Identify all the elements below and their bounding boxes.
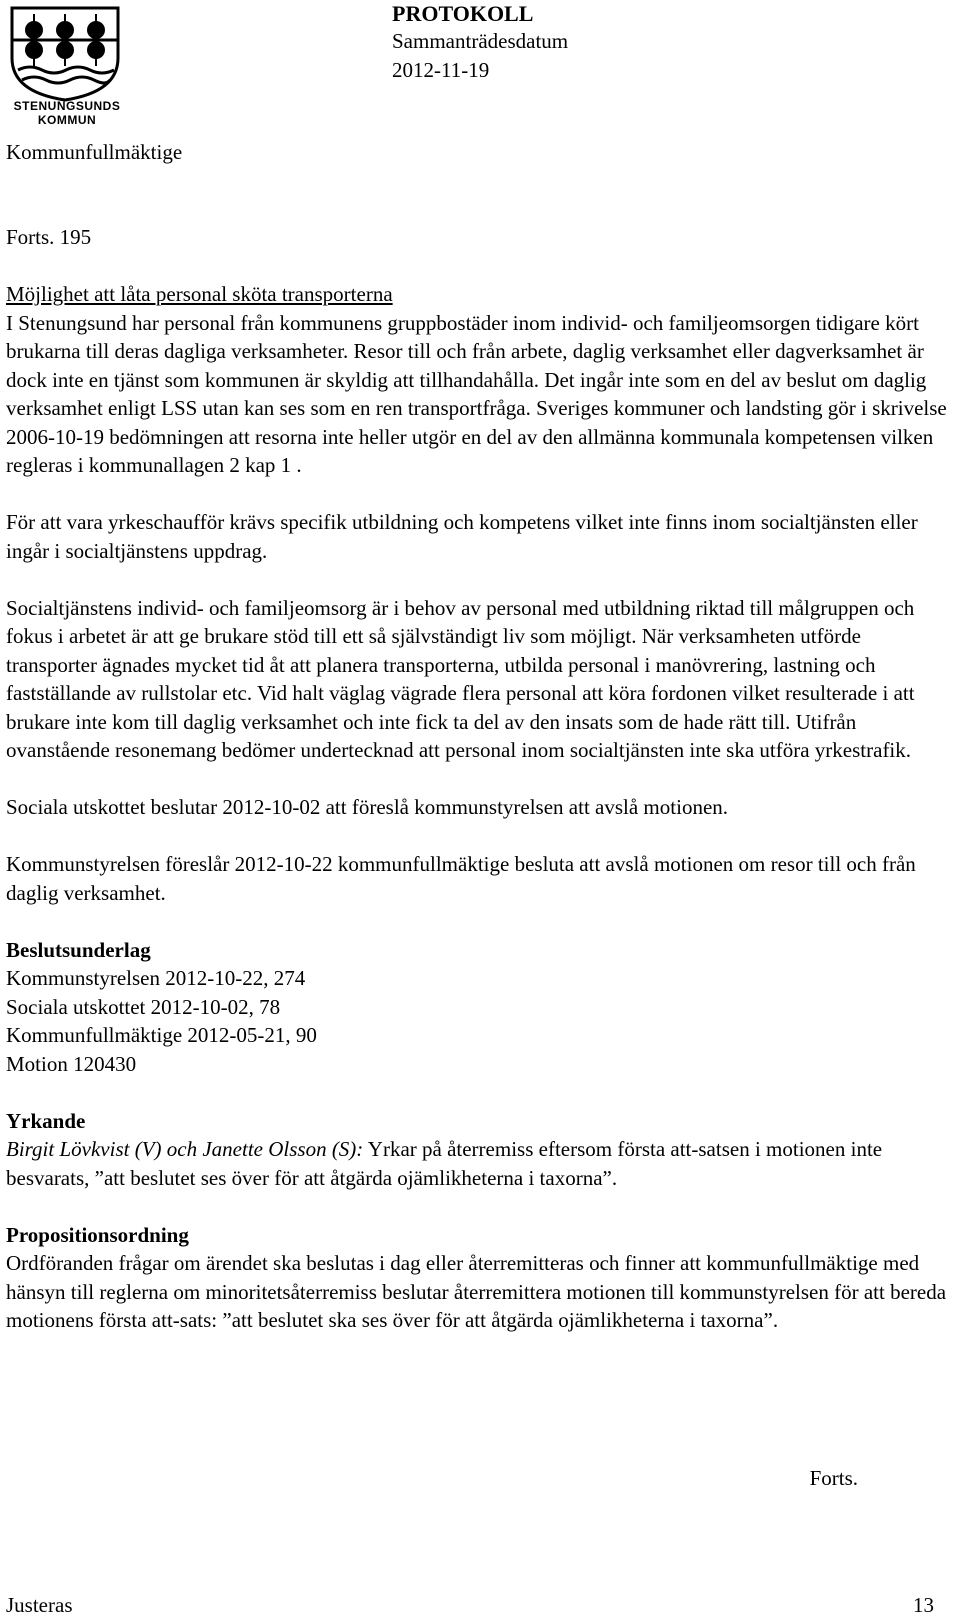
- paragraph-2: För att vara yrkeschaufför krävs specifik utbildning och kompetens vilket inte finns inom socialtjänsten eller ingår i socialtjänstens uppdrag.: [6, 510, 918, 563]
- yrkande-paragraph: [6, 1135, 950, 1192]
- yrkande-text: Yrkar på återremiss eftersom första att-satsen i motionen inte besvarats, ”att beslutet ses över för att åtgärda ojämlikheterna i taxorna”.: [6, 1137, 883, 1190]
- section-reference: Forts. 195: [6, 225, 92, 249]
- propositionsordning-heading: Propositionsordning: [6, 1222, 189, 1247]
- paragraph-4: Sociala utskottet beslutar 2012-10-02 att föreslå kommunstyrelsen att avslå motionen.: [6, 795, 729, 819]
- subheading: Möjlighet att låta personal sköta transporterna: [6, 282, 393, 306]
- continued-marker: Forts.: [809, 1466, 858, 1490]
- paragraph-5: Kommunstyrelsen föreslår 2012-10-22 kommunfullmäktige besluta att avslå motionen om resor till och från daglig verksamhet.: [6, 852, 916, 905]
- logo-line-2: KOMMUN: [37, 113, 97, 127]
- coat-of-arms-icon: [8, 6, 126, 102]
- page-number: 13: [913, 1593, 934, 1617]
- paragraph-1: I Stenungsund har personal från kommunens gruppbostäder inom individ- och familjeomsorgen tidigare kört brukarna till deras dagliga verksamheter. Resor till och från arbete, daglig verksamhet eller dagverksamhet är dock inte en tjänst som kommunen är skyldig att tillhandahålla. Det ingår inte som en del av beslut om daglig verksamhet enligt LSS utan kan ses som en ren transportfråga. Sveriges kommuner och landsting gör i skrivelse 2006-10-19 bedömningen att resorna inte heller utgör en del av den allmänna kommunala kompetensen vilken regleras i kommunallagen 2 kap 1 .: [6, 310, 947, 477]
- propositionsordning-text: Ordföranden frågar om ärendet ska beslutas i dag eller återremitteras och finner att kommunfullmäktige med hänsyn till reglerna om minoritetsåterremiss beslutar återremittera motionen till kommunstyrelsen för att bereda motionens första att-sats: ”att beslutet ska ses över för att åtgärda ojämlikheterna i taxorna”.: [6, 1251, 947, 1332]
- beslutsunderlag-item: Kommunfullmäktige 2012-05-21, 90: [6, 1023, 317, 1047]
- meeting-date-label: Sammanträdesdatum: [392, 29, 569, 53]
- document-body: [6, 223, 950, 1335]
- beslutsunderlag-heading: Beslutsunderlag: [6, 937, 151, 962]
- footer-justeras: Justeras: [6, 1593, 73, 1617]
- organ-name: Kommunfullmäktige: [6, 140, 183, 164]
- document-header: [392, 0, 568, 85]
- paragraph-3: Socialtjänstens individ- och familjeomsorg är i behov av personal med utbildning riktad till målgruppen och fokus i arbetet är att ge brukare stöd till ett så självständigt liv som möjligt. När verksamheten utförde transporter ägnades mycket tid åt att planera transporterna, utbilda personal i manövrering, lastning och fastställande av rullstolar etc. Vid halt väglag vägrade flera personal att köra fordonen vilket resulterade i att brukare inte kom till daglig verksamhet och inte fick ta del av den insats som de hade rätt till. Utifrån ovanstående resonemang bedömer undertecknad att personal inom socialtjänsten inte ska utföra yrkestrafik.: [6, 595, 915, 762]
- beslutsunderlag-item: Kommunstyrelsen 2012-10-22, 274: [6, 966, 306, 990]
- yrkande-heading: Yrkande: [6, 1108, 86, 1133]
- yrkande-speakers: Birgit Lövkvist (V) och Janette Olsson (S):: [6, 1137, 364, 1161]
- logo-line-1: STENUNGSUNDS: [13, 99, 121, 113]
- meeting-date: 2012-11-19: [392, 58, 490, 82]
- document-title: PROTOKOLL: [392, 1, 534, 26]
- logo-text: [8, 99, 126, 127]
- beslutsunderlag-item: Sociala utskottet 2012-10-02, 78: [6, 994, 281, 1019]
- beslutsunderlag-item: Motion 120430: [6, 1051, 137, 1076]
